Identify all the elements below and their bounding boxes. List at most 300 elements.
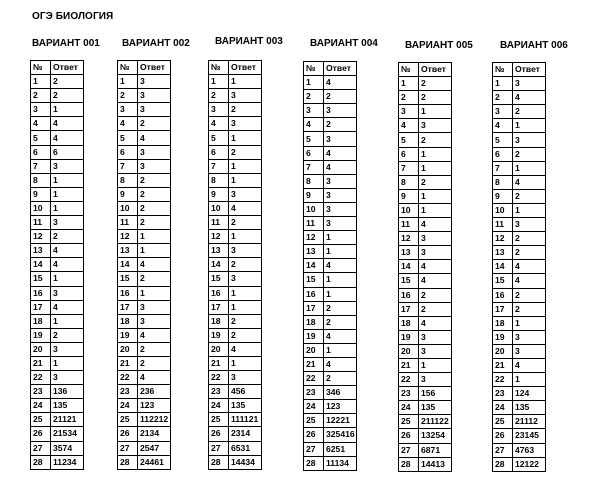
question-number: 26	[31, 427, 51, 441]
question-number: 24	[493, 401, 513, 415]
answer-value: 12221	[324, 414, 357, 428]
question-number: 23	[399, 387, 419, 401]
question-number: 15	[304, 273, 324, 287]
question-number: 25	[493, 415, 513, 429]
answer-value: 3	[138, 89, 171, 103]
table-row	[31, 427, 84, 441]
table-row	[493, 147, 546, 161]
answer-value: 3	[419, 330, 452, 344]
answer-value: 1	[138, 286, 171, 300]
answer-value: 3	[324, 104, 357, 118]
table-row	[31, 230, 84, 244]
question-number: 18	[118, 314, 138, 328]
question-number: 2	[304, 90, 324, 104]
table-row	[209, 187, 262, 201]
question-number: 25	[31, 413, 51, 427]
answers-table	[398, 62, 452, 472]
answer-value: 2	[229, 328, 262, 342]
answer-value: 3	[419, 344, 452, 358]
question-number: 4	[209, 117, 229, 131]
question-number: 17	[209, 300, 229, 314]
table-header-row	[493, 63, 546, 77]
table-row	[31, 385, 84, 399]
variant-label: ВАРИАНТ 003	[215, 36, 283, 47]
header-answer: Ответ	[229, 61, 262, 75]
header-number: №	[399, 63, 419, 77]
answer-value: 4	[138, 328, 171, 342]
answer-value: 1	[51, 272, 84, 286]
answer-value: 1	[229, 356, 262, 370]
question-number: 27	[304, 442, 324, 456]
table-row	[209, 441, 262, 455]
table-row	[493, 415, 546, 429]
question-number: 11	[209, 216, 229, 230]
answer-value: 2	[513, 302, 546, 316]
question-number: 28	[399, 457, 419, 471]
answer-value: 3	[324, 202, 357, 216]
question-number: 24	[304, 400, 324, 414]
table-row	[209, 342, 262, 356]
question-number: 11	[31, 216, 51, 230]
table-row	[118, 258, 171, 272]
question-number: 6	[118, 145, 138, 159]
question-number: 12	[31, 230, 51, 244]
question-number: 20	[209, 342, 229, 356]
answer-value: 4	[229, 201, 262, 215]
table-row	[399, 105, 452, 119]
answer-value: 21112	[513, 415, 546, 429]
answer-value: 2	[419, 288, 452, 302]
table-row	[31, 300, 84, 314]
table-row	[118, 356, 171, 370]
answer-value: 3	[51, 159, 84, 173]
answer-value: 3	[513, 77, 546, 91]
table-row	[304, 146, 357, 160]
answer-value: 4	[513, 274, 546, 288]
answers-table	[208, 60, 262, 470]
table-row	[31, 117, 84, 131]
question-number: 9	[118, 187, 138, 201]
table-row	[399, 246, 452, 260]
question-number: 25	[399, 415, 419, 429]
question-number: 10	[493, 203, 513, 217]
table-row	[31, 145, 84, 159]
table-row	[31, 314, 84, 328]
question-number: 24	[209, 399, 229, 413]
table-row	[399, 344, 452, 358]
answer-value: 4	[513, 175, 546, 189]
question-number: 7	[31, 159, 51, 173]
question-number: 6	[209, 145, 229, 159]
header-number: №	[209, 61, 229, 75]
answer-value: 1	[229, 286, 262, 300]
question-number: 16	[31, 286, 51, 300]
answer-value: 1	[229, 300, 262, 314]
header-answer: Ответ	[324, 62, 357, 76]
table-row	[493, 316, 546, 330]
table-row	[31, 371, 84, 385]
question-number: 27	[31, 441, 51, 455]
answer-value: 4	[419, 218, 452, 232]
answer-value: 21534	[51, 427, 84, 441]
answer-value: 1	[51, 103, 84, 117]
question-number: 6	[399, 147, 419, 161]
table-row	[399, 232, 452, 246]
table-row	[118, 103, 171, 117]
table-row	[399, 401, 452, 415]
answer-value: 4	[419, 316, 452, 330]
table-row	[209, 173, 262, 187]
answer-value: 2547	[138, 441, 171, 455]
table-row	[304, 174, 357, 188]
question-number: 16	[399, 288, 419, 302]
question-number: 21	[304, 357, 324, 371]
question-number: 18	[493, 316, 513, 330]
question-number: 5	[31, 131, 51, 145]
variant-label: ВАРИАНТ 004	[310, 38, 378, 49]
question-number: 3	[493, 105, 513, 119]
answer-value: 6251	[324, 442, 357, 456]
answer-value: 3	[138, 75, 171, 89]
table-row	[209, 413, 262, 427]
question-number: 14	[118, 258, 138, 272]
table-row	[304, 414, 357, 428]
header-answer: Ответ	[513, 63, 546, 77]
answer-value: 2	[324, 372, 357, 386]
question-number: 20	[399, 344, 419, 358]
table-row	[209, 385, 262, 399]
answer-value: 2	[229, 103, 262, 117]
answer-value: 112212	[138, 413, 171, 427]
question-number: 9	[31, 187, 51, 201]
answer-value: 3	[229, 187, 262, 201]
table-row	[304, 386, 357, 400]
question-number: 15	[493, 274, 513, 288]
question-number: 27	[209, 441, 229, 455]
question-number: 23	[493, 387, 513, 401]
question-number: 17	[304, 301, 324, 315]
question-number: 28	[118, 455, 138, 469]
table-row	[493, 260, 546, 274]
answer-value: 3	[51, 216, 84, 230]
table-row	[399, 457, 452, 471]
table-row	[209, 216, 262, 230]
header-number: №	[493, 63, 513, 77]
answer-value: 4	[324, 259, 357, 273]
answers-table	[30, 60, 84, 470]
answer-value: 3	[513, 344, 546, 358]
question-number: 15	[209, 272, 229, 286]
question-number: 9	[399, 189, 419, 203]
table-row	[493, 443, 546, 457]
table-row	[399, 77, 452, 91]
table-row	[493, 274, 546, 288]
answer-value: 11234	[51, 455, 84, 469]
question-number: 22	[118, 371, 138, 385]
table-row	[209, 427, 262, 441]
question-number: 11	[399, 218, 419, 232]
question-number: 20	[493, 344, 513, 358]
question-number: 26	[209, 427, 229, 441]
question-number: 28	[31, 455, 51, 469]
table-row	[493, 401, 546, 415]
table-row	[118, 131, 171, 145]
table-row	[118, 342, 171, 356]
table-row	[493, 246, 546, 260]
table-row	[399, 218, 452, 232]
question-number: 20	[118, 342, 138, 356]
question-number: 21	[31, 356, 51, 370]
header-number: №	[304, 62, 324, 76]
table-row	[118, 159, 171, 173]
answer-value: 3	[138, 300, 171, 314]
table-row	[304, 188, 357, 202]
answer-value: 346	[324, 386, 357, 400]
question-number: 7	[118, 159, 138, 173]
answer-value: 4	[324, 329, 357, 343]
table-row	[31, 173, 84, 187]
table-row	[493, 218, 546, 232]
answer-value: 4	[51, 244, 84, 258]
answer-value: 4	[51, 258, 84, 272]
answer-value: 1	[324, 231, 357, 245]
table-row	[304, 160, 357, 174]
answer-value: 3	[419, 232, 452, 246]
answer-value: 4	[324, 76, 357, 90]
answer-value: 2	[513, 189, 546, 203]
table-row	[493, 203, 546, 217]
answer-value: 3	[513, 330, 546, 344]
question-number: 18	[31, 314, 51, 328]
answer-value: 12122	[513, 457, 546, 471]
answer-value: 13254	[419, 429, 452, 443]
table-row	[209, 103, 262, 117]
table-row	[209, 75, 262, 89]
table-row	[118, 427, 171, 441]
answer-value: 3	[419, 119, 452, 133]
answer-value: 3	[51, 371, 84, 385]
variant-label: ВАРИАНТ 005	[405, 40, 473, 51]
header-number: №	[31, 61, 51, 75]
table-row	[31, 441, 84, 455]
answer-value: 2	[51, 75, 84, 89]
table-row	[118, 385, 171, 399]
question-number: 5	[209, 131, 229, 145]
answer-value: 1	[51, 173, 84, 187]
table-row	[493, 133, 546, 147]
table-row	[304, 400, 357, 414]
table-row	[209, 272, 262, 286]
table-row	[493, 91, 546, 105]
table-row	[118, 216, 171, 230]
answer-value: 2	[229, 216, 262, 230]
table-row	[304, 273, 357, 287]
table-row	[118, 399, 171, 413]
table-row	[493, 175, 546, 189]
table-header-row	[118, 61, 171, 75]
table-row	[118, 201, 171, 215]
table-row	[399, 373, 452, 387]
table-row	[31, 187, 84, 201]
question-number: 2	[493, 91, 513, 105]
table-row	[493, 429, 546, 443]
answer-value: 211122	[419, 415, 452, 429]
question-number: 9	[493, 189, 513, 203]
question-number: 8	[399, 175, 419, 189]
question-number: 1	[118, 75, 138, 89]
answers-table	[303, 61, 357, 471]
answer-value: 2	[51, 89, 84, 103]
answer-value: 4	[513, 91, 546, 105]
question-number: 8	[493, 175, 513, 189]
table-row	[118, 300, 171, 314]
answer-value: 3	[51, 286, 84, 300]
table-row	[399, 260, 452, 274]
header-number: №	[118, 61, 138, 75]
answer-value: 2	[229, 145, 262, 159]
question-number: 28	[209, 455, 229, 469]
table-row	[118, 117, 171, 131]
answers-table	[117, 60, 171, 470]
question-number: 6	[304, 146, 324, 160]
question-number: 23	[209, 385, 229, 399]
table-row	[209, 230, 262, 244]
question-number: 3	[118, 103, 138, 117]
table-row	[209, 159, 262, 173]
question-number: 7	[399, 161, 419, 175]
question-number: 14	[304, 259, 324, 273]
answer-value: 3	[419, 246, 452, 260]
answer-value: 456	[229, 385, 262, 399]
answer-value: 1	[513, 161, 546, 175]
answer-value: 14413	[419, 457, 452, 471]
question-number: 3	[209, 103, 229, 117]
answer-value: 2	[324, 90, 357, 104]
table-row	[493, 387, 546, 401]
question-number: 22	[399, 373, 419, 387]
answer-value: 4	[51, 300, 84, 314]
table-row	[118, 286, 171, 300]
table-row	[493, 161, 546, 175]
answer-value: 14434	[229, 455, 262, 469]
table-row	[493, 358, 546, 372]
question-number: 2	[31, 89, 51, 103]
answer-value: 1	[229, 75, 262, 89]
question-number: 8	[304, 174, 324, 188]
answer-value: 1	[229, 131, 262, 145]
table-row	[118, 173, 171, 187]
table-row	[31, 244, 84, 258]
table-row	[304, 245, 357, 259]
answer-value: 3	[324, 132, 357, 146]
question-number: 23	[118, 385, 138, 399]
question-number: 13	[399, 246, 419, 260]
answer-value: 4	[324, 160, 357, 174]
document-title: ОГЭ БИОЛОГИЯ	[32, 11, 114, 22]
question-number: 20	[31, 342, 51, 356]
question-number: 19	[31, 328, 51, 342]
answer-value: 21121	[51, 413, 84, 427]
answer-value: 2	[419, 91, 452, 105]
answer-value: 2	[138, 342, 171, 356]
question-number: 14	[493, 260, 513, 274]
question-number: 22	[209, 371, 229, 385]
table-row	[304, 372, 357, 386]
question-number: 21	[493, 358, 513, 372]
table-row	[118, 328, 171, 342]
question-number: 24	[118, 399, 138, 413]
answer-value: 4	[229, 342, 262, 356]
question-number: 1	[209, 75, 229, 89]
answer-value: 136	[51, 385, 84, 399]
table-row	[493, 344, 546, 358]
question-number: 13	[493, 246, 513, 260]
question-number: 11	[118, 216, 138, 230]
answer-value: 3	[229, 371, 262, 385]
table-row	[304, 132, 357, 146]
answer-value: 1	[229, 230, 262, 244]
table-row	[304, 456, 357, 470]
table-row	[399, 189, 452, 203]
table-row	[493, 119, 546, 133]
answer-value: 2	[513, 288, 546, 302]
table-row	[209, 399, 262, 413]
variant-label: ВАРИАНТ 002	[122, 38, 190, 49]
answer-value: 23145	[513, 429, 546, 443]
question-number: 19	[209, 328, 229, 342]
answer-value: 2	[324, 301, 357, 315]
answer-value: 4	[51, 131, 84, 145]
question-number: 15	[118, 272, 138, 286]
answer-value: 2	[138, 356, 171, 370]
table-row	[399, 302, 452, 316]
table-row	[209, 328, 262, 342]
table-row	[399, 443, 452, 457]
table-row	[304, 315, 357, 329]
question-number: 21	[118, 356, 138, 370]
answer-value: 1	[229, 159, 262, 173]
question-number: 14	[209, 258, 229, 272]
question-number: 13	[209, 244, 229, 258]
table-row	[493, 457, 546, 471]
answer-value: 2314	[229, 427, 262, 441]
question-number: 5	[118, 131, 138, 145]
question-number: 2	[118, 89, 138, 103]
question-number: 9	[304, 188, 324, 202]
answer-value: 123	[138, 399, 171, 413]
question-number: 18	[399, 316, 419, 330]
question-number: 10	[31, 201, 51, 215]
question-number: 16	[209, 286, 229, 300]
answer-value: 2	[138, 187, 171, 201]
table-row	[304, 343, 357, 357]
question-number: 26	[118, 427, 138, 441]
answer-value: 111121	[229, 413, 262, 427]
answer-value: 4	[51, 117, 84, 131]
answer-value: 1	[419, 147, 452, 161]
question-number: 22	[493, 373, 513, 387]
table-row	[31, 455, 84, 469]
answer-value: 11134	[324, 456, 357, 470]
question-number: 7	[209, 159, 229, 173]
answers-table	[492, 62, 546, 472]
answer-value: 3	[138, 145, 171, 159]
table-row	[31, 216, 84, 230]
variant-label: ВАРИАНТ 006	[500, 40, 568, 51]
answer-value: 156	[419, 387, 452, 401]
answer-value: 2	[324, 118, 357, 132]
answer-value: 2	[138, 201, 171, 215]
